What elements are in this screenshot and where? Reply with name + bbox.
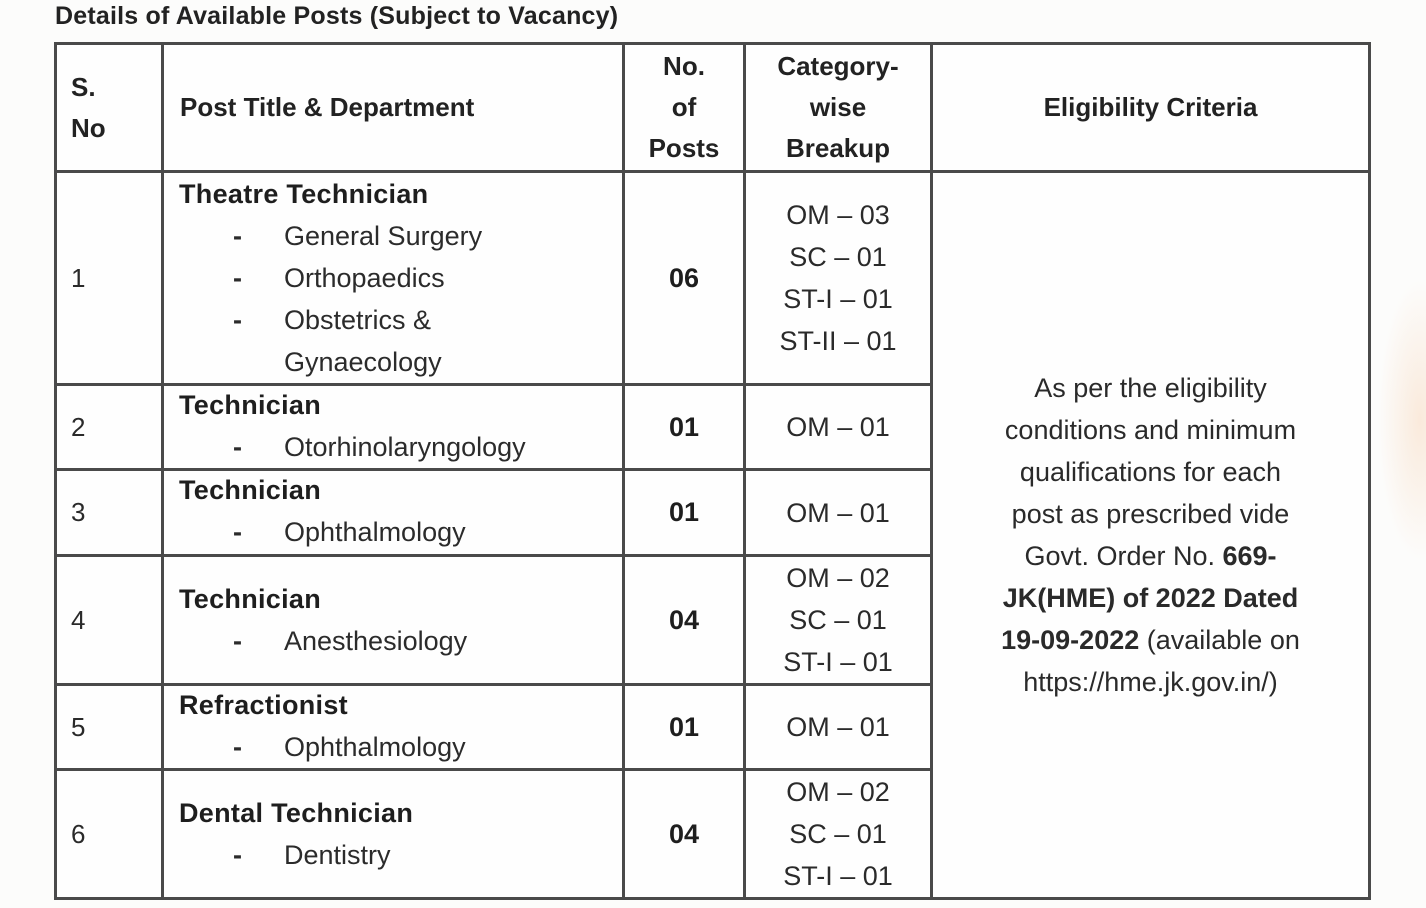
department-item: - Obstetrics & [179, 299, 622, 341]
post-title: Technician [179, 584, 322, 614]
bullet-dash-icon: - [233, 432, 242, 462]
header-num-posts: No. of Posts [624, 44, 745, 172]
govt-order-date: 19-09-2022 [1001, 625, 1140, 655]
eligibility-criteria: As per the eligibility conditions and minimum qualifications for each post as prescribed vide Govt. Order No. 669- JK(HME) of 2022 Dated 19-09-2022 (available on https://hme.jk.gov.in/) [932, 172, 1370, 899]
row-num-posts: 01 [624, 470, 745, 556]
row-sno: 5 [56, 685, 163, 770]
bullet-dash-icon: - [233, 732, 242, 762]
header-sno: S. No [56, 44, 163, 172]
document-title: Details of Available Posts (Subject to Vacancy) [55, 2, 619, 30]
bullet-dash-icon: - [233, 840, 242, 870]
row-sno: 2 [56, 385, 163, 470]
govt-order-reference: JK(HME) of 2022 Dated [1002, 583, 1299, 613]
row-num-posts: 04 [624, 770, 745, 899]
header-eligibility: Eligibility Criteria [932, 44, 1370, 172]
department-item-continuation: Gynaecology [284, 347, 442, 377]
department-item: - Anesthesiology [179, 620, 622, 662]
bullet-dash-icon: - [233, 626, 242, 656]
row-num-posts: 06 [624, 172, 745, 385]
posts-table [54, 42, 1371, 900]
table-row [56, 172, 1370, 385]
row-category-breakup: OM – 01 [745, 385, 932, 470]
govt-order-number: 669- [1222, 541, 1277, 571]
row-sno: 4 [56, 556, 163, 685]
bullet-dash-icon: - [233, 221, 242, 251]
row-post-title [163, 172, 624, 385]
row-sno: 3 [56, 470, 163, 556]
post-title: Theatre Technician [179, 179, 429, 209]
header-row [56, 44, 1370, 172]
department-item: - Ophthalmology [179, 511, 622, 553]
row-post-title [163, 770, 624, 899]
row-category-breakup: OM – 02 SC – 01 ST-I – 01 [745, 556, 932, 685]
department-item: - General Surgery [179, 215, 622, 257]
post-title: Dental Technician [179, 798, 414, 828]
row-num-posts: 04 [624, 556, 745, 685]
post-title: Technician [179, 390, 322, 420]
bullet-dash-icon: - [233, 263, 242, 293]
bullet-dash-icon: - [233, 517, 242, 547]
header-category-breakup: Category- wise Breakup [745, 44, 932, 172]
row-category-breakup: OM – 01 [745, 685, 932, 770]
row-category-breakup: OM – 01 [745, 470, 932, 556]
post-title: Refractionist [179, 690, 348, 720]
bullet-dash-icon: - [233, 305, 242, 335]
row-category-breakup: OM – 02 SC – 01 ST-I – 01 [745, 770, 932, 899]
hme-url-text: https://hme.jk.gov.in/) [1023, 667, 1278, 697]
row-sno: 6 [56, 770, 163, 899]
department-item: - Dentistry [179, 834, 622, 876]
department-item: - Ophthalmology [179, 726, 622, 768]
row-post-title [163, 685, 624, 770]
department-item: - Orthopaedics [179, 257, 622, 299]
row-post-title [163, 470, 624, 556]
row-post-title [163, 556, 624, 685]
department-item: - Otorhinolaryngology [179, 426, 622, 468]
row-category-breakup: OM – 03 SC – 01 ST-I – 01 ST-II – 01 [745, 172, 932, 385]
row-post-title [163, 385, 624, 470]
header-post-title: Post Title & Department [163, 44, 624, 172]
row-num-posts: 01 [624, 385, 745, 470]
row-num-posts: 01 [624, 685, 745, 770]
post-title: Technician [179, 475, 322, 505]
row-sno: 1 [56, 172, 163, 385]
